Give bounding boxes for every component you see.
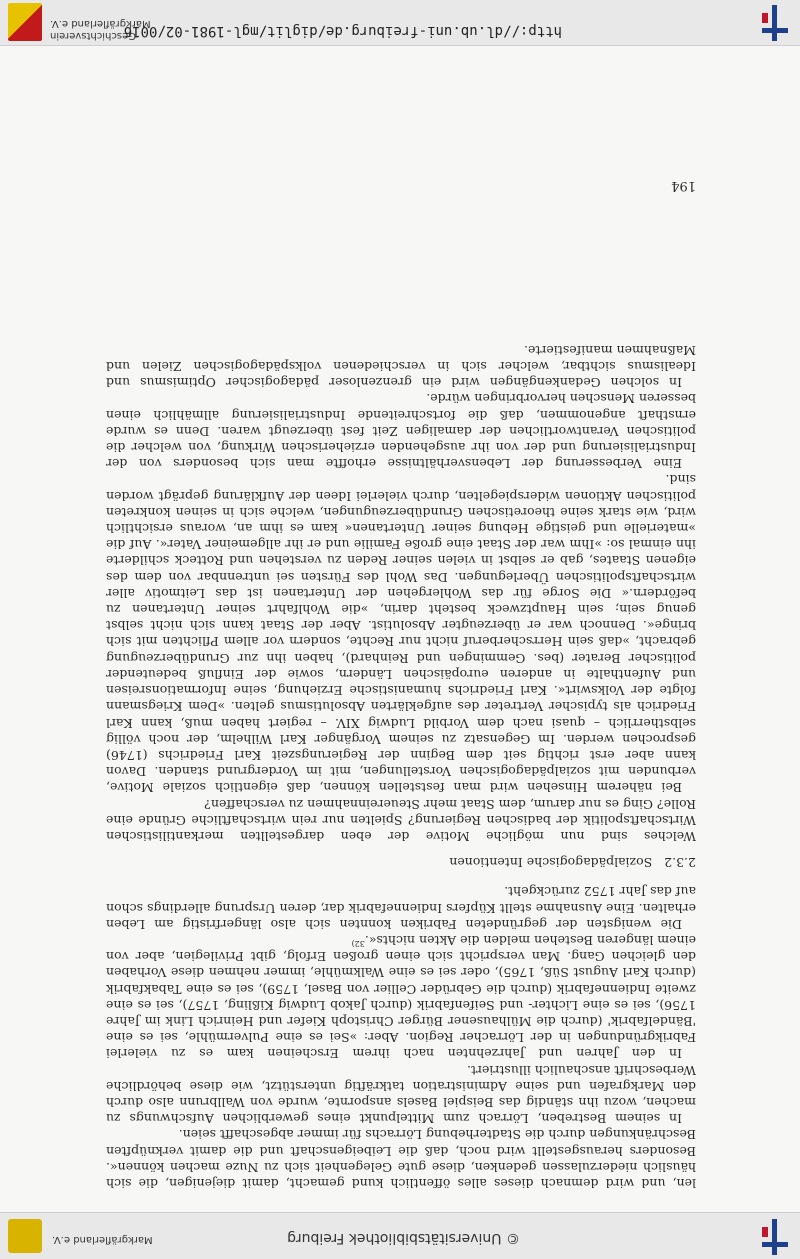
- library-logo-icon: [762, 5, 788, 41]
- society-logo-icon: [8, 1219, 42, 1253]
- permalink-url[interactable]: http://dl.ub.uni-freiburg.de/diglit/mgl-1981-02/0016: [123, 23, 562, 39]
- page-number: 194: [671, 178, 696, 193]
- viewer-footer: [0, 0, 800, 46]
- library-logo-icon: [762, 1219, 788, 1255]
- society-label: Geschichtsverein Markgräflerland e.V.: [50, 18, 151, 41]
- society-label: Markgräflerland e.V.: [52, 1234, 153, 1245]
- paragraph: Welches sind nun mögliche Motive der eben dargestellten merkantilistischen Wirtschaftspolitik der badischen Regierung? Spielten nur rein wirtschaftliche Gründe eine Rolle? Ging es nur darum, dem Staat mehr Steuereinnahmen zu verschaffen?: [106, 796, 696, 844]
- paragraph: Bei näherem Hinsehen wird man feststellen können, daß eigentlich soziale Motive, verbunden mit sozialpädagogischen Vorstellungen, mit im Vordergrund standen. Davon kann aber erst richtig seit dem Beginn der Regierungszeit Karl Friedrichs (1746) gesprochen werden. Im Gegensatz zu seinem Vorgänger Karl Wilhelm, der noch völlig selbstherrlich – quasi nach dem Vorbild Ludwig XIV. – regiert haben muß, kann Karl Friedrich als typischer Vertreter des aufgeklärten Absolutismus gelten. »Dem Kriegsmann folgte der Volkswirt«. Karl Friedrichs humanistische Erziehung, seine Informationsreisen und Aufenthalte in anderen europäischen Ländern, sowie der Einfluß bedeutender politischer Berater (bes. Gemmingen und Reinhard), haben ihn zur Grundüberzeugung gebracht, »daß sein Herrscherberuf nicht nur Rechte, sondern vor allem Pflichten mit sich bringe«. Dennoch war er überzeugter Absolutist. Aber der Staat kann sich nicht selbst genug sein; sein Hauptzweck besteht darin, »die Wohlfahrt seiner Untertanen zu befördern.« Die Sorge für das Wohlergehen der Untertanen ist das Leitmotiv aller wirtschaftspolitischen Überlegungen. Das Wohl des Fürsten sei untrennbar von dem des eigenen Staates, gab er selbst in vielen seiner Reden zu verstehen und Rotteck schilderte ihn einmal so: »Ihm war der Staat eine große Familie und er ihr allgemeiner Vater«. Auf die »materielle und geistige Hebung seiner Untertanen« kam es ihm an, woraus ersichtlich wird, wie stark seine theoretischen Grundüberzeugungen, welche sich in seinen konkreten politischen Aktionen widerspiegelten, durch vielerlei Ideen der Aufklärung geprägt worden sind.: [106, 472, 696, 796]
- viewer-header: [0, 1212, 800, 1259]
- page-body: [106, 342, 696, 1191]
- footnote-ref: 32): [351, 939, 365, 949]
- paragraph: Eine Verbesserung der Lebensverhältnisse erhoffte man sich besonders von der Industrialisierung und der von ihr ausgehenden erzieherischen Wirkung, von welcher die politischen Verantwortlichen der damaligen Zeit fest überzeugt waren. Denn es wurde ernsthaft angenommen, daß die fortschreitende Industrialisierung allmählich einen besseren Menschen hervorbringen würde.: [106, 391, 696, 472]
- paragraph: Die wenigsten der gegründeten Fabriken konnten sich also längerfristig am Leben erhalten. Eine Ausnahme stellt Küpfers Indiennefabrik dar, deren Ursprung allerdings schon auf das Jahr 1752 zurückgeht.: [106, 884, 696, 932]
- paragraph: In den Jahren und Jahrzehnten nach ihrem Erscheinen kam es zu vielerlei Fabrikgründungen in der Lörracher Region. Aber: »Sei es eine Pulvermühle, sei es eine 'Bändelfabrik' (durch die Mülhausener Bürger Christoph Kiefer und Heinrich Link im Jahre 1756), sei es eine Lichter- und Seifenfabrik (durch Jakob Ludwig Kißling, 1757), sei es eine zweite Indiennefabrik (durch die Gebrüder Cellier von Basel, 1759), sei es eine Tabakfabrik (durch Karl August Süß, 1765), oder sei es eine Walkmühle, immer nehmen diese Vorhaben den gleichen Gang. Man verspricht sich einen großen Erfolg, gibt Privilegien, aber von einem längeren Bestehen melden die Akten nichts«.$^{32)}$: [106, 932, 696, 1062]
- section-title: Sozialpädagogische Intentionen: [449, 855, 653, 871]
- paragraph: In solchen Gedankengängen wird ein grenzenloser pädagogischer Optimismus und Idealismus sichtbar, welcher sich in verschiedenen volkspädagogischen Zielen und Maßnahmen manifestierte.: [106, 342, 696, 391]
- paragraph: len, und wird demnach dieses alles öffentlich kund gemacht, damit diejenigen, die sich häuslich niederzulassen gedenken, diese gute Gelegenheit sich zu Nuze machen können«. Besonders herausgestellt wird noch, daß die Leibeigenschaft und die damit verknüpften Beschränkungen durch die Stadterhebung Lörrachs für immer abgeschafft seien.: [106, 1127, 696, 1191]
- paragraph: In seinem Bestreben, Lörrach zum Mittelpunkt eines gewerblichen Aufschwungs zu machen, wozu ihn ständig das Beispiel Basels anspornte, wurde von Wallbrunn also durch den Markgrafen und seine Administration tatkräftig unterstützt, wie diese behördliche Werbeschrift anschaulich illustriert.: [106, 1062, 696, 1127]
- society-crest-icon: [8, 3, 42, 41]
- section-number: 2.3.2: [664, 855, 696, 871]
- section-heading: [106, 854, 696, 870]
- library-credit: © Universitätsbibliothek Freiburg: [287, 1230, 520, 1246]
